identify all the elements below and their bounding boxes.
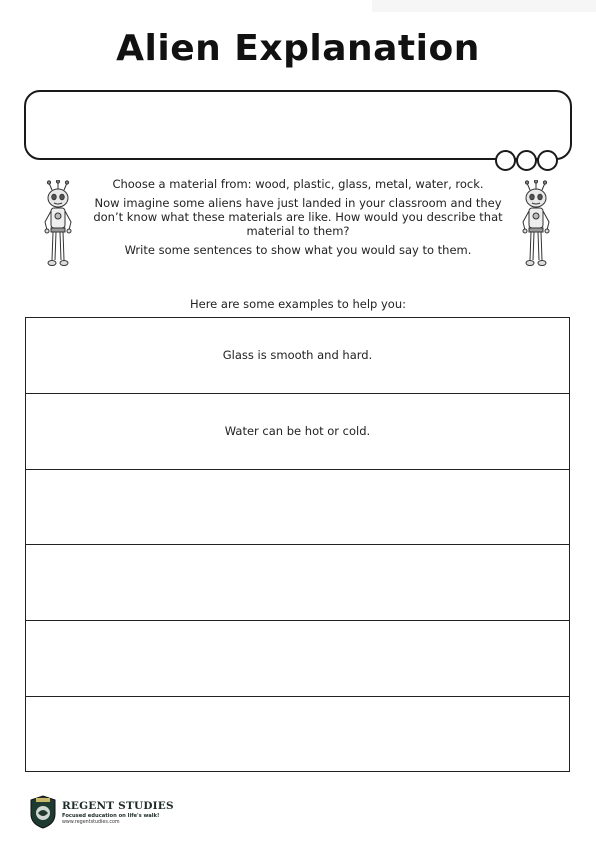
bubble-dot	[537, 150, 558, 171]
writing-row-6[interactable]	[26, 697, 569, 773]
alien-icon	[516, 180, 556, 270]
speech-bubble-box[interactable]	[24, 90, 572, 160]
bubble-dot	[516, 150, 537, 171]
header-shade	[372, 0, 596, 12]
speech-bubble	[24, 90, 572, 170]
instruction-write: Write some sentences to show what you would say to them.	[124, 243, 472, 257]
speech-bubble-tail	[495, 150, 558, 171]
writing-row-4[interactable]	[26, 545, 569, 621]
examples-label: Here are some examples to help you:	[189, 297, 406, 311]
logo-name: REGENT STUDIES	[62, 799, 174, 812]
crest-icon	[28, 794, 58, 830]
bubble-dot	[495, 150, 516, 171]
logo-url: www.regentstudies.com	[62, 819, 120, 825]
writing-table	[25, 317, 570, 772]
instructions	[80, 177, 516, 262]
page-title: Alien Explanation	[116, 28, 480, 69]
writing-row-1[interactable]: Glass is smooth and hard.	[26, 318, 569, 394]
instruction-choose: Choose a material from: wood, plastic, glass, metal, water, rock.	[112, 177, 484, 191]
writing-row-3[interactable]	[26, 470, 569, 546]
logo-tagline: Focused education on life's walk!	[62, 812, 160, 819]
writing-row-5[interactable]	[26, 621, 569, 697]
regent-studies-logo	[28, 792, 178, 832]
alien-icon	[38, 180, 78, 270]
instruction-imagine: Now imagine some aliens have just landed in your classroom and they don’t know what these materials are like. How would you describe that material to them?	[93, 196, 503, 238]
writing-row-2[interactable]: Water can be hot or cold.	[26, 394, 569, 470]
